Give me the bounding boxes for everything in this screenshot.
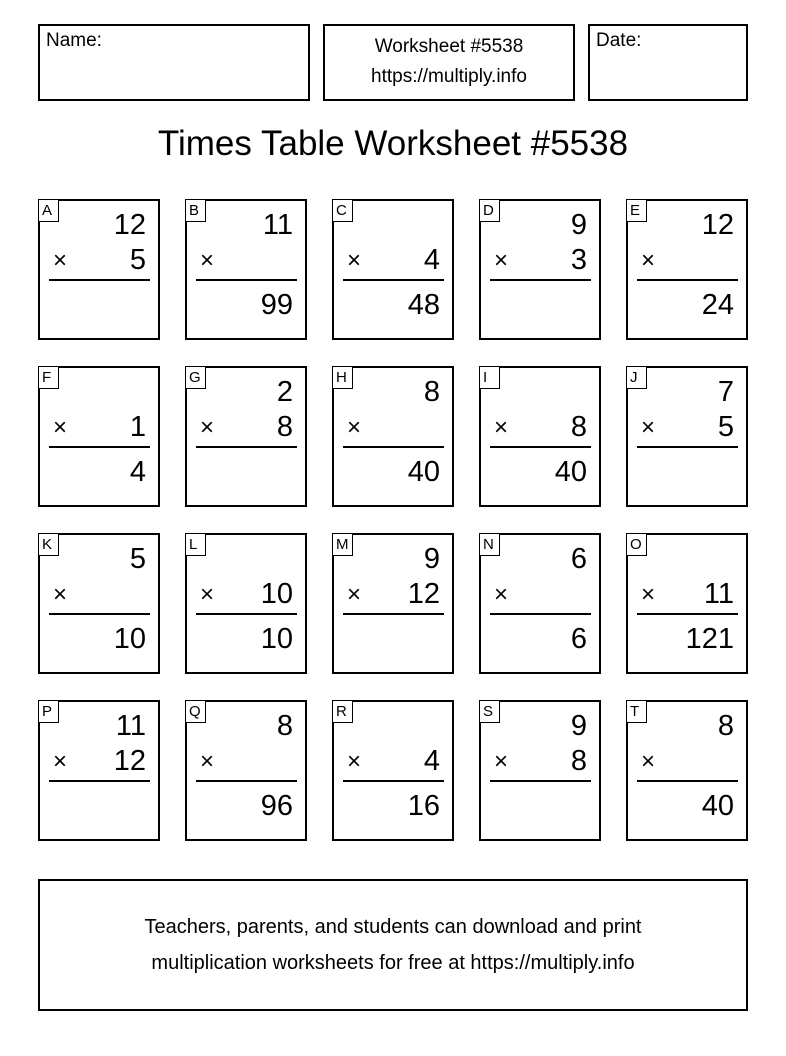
problem-cell — [479, 199, 601, 340]
problem-cell — [626, 700, 748, 841]
times-sign: × — [347, 748, 362, 775]
answer-rule — [343, 780, 444, 782]
problem-cell — [626, 533, 748, 674]
answer-rule — [490, 279, 591, 281]
answer-value: 40 — [554, 456, 587, 488]
bottom-factor: 12 — [407, 578, 440, 610]
times-sign: × — [200, 247, 215, 274]
top-factor: 8 — [717, 710, 734, 742]
bottom-factor: 5 — [129, 244, 146, 276]
answer-value: 96 — [260, 790, 293, 822]
answer-rule — [637, 279, 738, 281]
problem-cell — [332, 700, 454, 841]
times-sign: × — [641, 414, 656, 441]
problem-letter: L — [185, 533, 206, 556]
problem-letter: H — [332, 366, 353, 389]
problem-cell — [626, 199, 748, 340]
top-factor: 9 — [423, 543, 440, 575]
top-factor: 9 — [570, 710, 587, 742]
times-sign: × — [347, 247, 362, 274]
top-factor: 2 — [276, 376, 293, 408]
bottom-factor: 1 — [129, 411, 146, 443]
answer-rule — [343, 613, 444, 615]
top-factor: 11 — [262, 209, 293, 241]
problem-cell — [38, 533, 160, 674]
answer-rule — [49, 279, 150, 281]
answer-rule — [637, 446, 738, 448]
top-factor: 8 — [423, 376, 440, 408]
times-sign: × — [347, 581, 362, 608]
problem-letter: T — [626, 700, 647, 723]
times-sign: × — [641, 247, 656, 274]
times-sign: × — [494, 581, 509, 608]
times-sign: × — [53, 414, 68, 441]
problem-cell — [38, 366, 160, 507]
answer-rule — [343, 446, 444, 448]
problem-letter: S — [479, 700, 500, 723]
times-sign: × — [200, 414, 215, 441]
bottom-factor: 10 — [260, 578, 293, 610]
answer-rule — [637, 613, 738, 615]
name-label: Name: — [46, 30, 102, 51]
problem-letter: G — [185, 366, 206, 389]
answer-rule — [196, 780, 297, 782]
date-label: Date: — [596, 30, 642, 51]
answer-value: 16 — [407, 790, 440, 822]
footer-line-1: Teachers, parents, and students can download and print — [144, 916, 642, 938]
problem-cell — [38, 700, 160, 841]
problem-letter: R — [332, 700, 353, 723]
top-factor: 7 — [717, 376, 734, 408]
worksheet-number: Worksheet #5538 — [374, 36, 524, 57]
problem-cell — [185, 533, 307, 674]
answer-rule — [49, 613, 150, 615]
answer-value: 24 — [701, 289, 734, 321]
answer-rule — [49, 780, 150, 782]
answer-value: 40 — [407, 456, 440, 488]
answer-value: 121 — [685, 623, 734, 655]
top-factor: 8 — [276, 710, 293, 742]
bottom-factor: 8 — [276, 411, 293, 443]
answer-rule — [196, 279, 297, 281]
worksheet-url: https://multiply.info — [371, 66, 527, 87]
worksheet-info-box — [323, 24, 575, 101]
bottom-factor: 8 — [570, 411, 587, 443]
problem-letter: O — [626, 533, 647, 556]
times-sign: × — [641, 581, 656, 608]
problem-letter: C — [332, 199, 353, 222]
answer-rule — [196, 446, 297, 448]
times-sign: × — [200, 748, 215, 775]
problem-letter: D — [479, 199, 500, 222]
answer-value: 48 — [407, 289, 440, 321]
answer-value: 6 — [570, 623, 587, 655]
problem-cell — [185, 366, 307, 507]
times-sign: × — [494, 414, 509, 441]
bottom-factor: 8 — [570, 745, 587, 777]
problem-cell — [185, 199, 307, 340]
answer-rule — [490, 780, 591, 782]
problem-cell — [479, 700, 601, 841]
answer-rule — [196, 613, 297, 615]
answer-value: 10 — [260, 623, 293, 655]
answer-rule — [490, 446, 591, 448]
name-field-box — [38, 24, 310, 101]
top-factor: 12 — [113, 209, 146, 241]
problem-cell — [479, 533, 601, 674]
answer-value: 40 — [701, 790, 734, 822]
problem-letter: K — [38, 533, 59, 556]
bottom-factor: 12 — [113, 745, 146, 777]
problem-letter: I — [479, 366, 500, 389]
times-sign: × — [53, 247, 68, 274]
answer-rule — [49, 446, 150, 448]
times-sign: × — [641, 748, 656, 775]
times-sign: × — [494, 247, 509, 274]
answer-value: 4 — [129, 456, 146, 488]
problem-cell — [332, 533, 454, 674]
bottom-factor: 11 — [703, 578, 734, 610]
answer-rule — [637, 780, 738, 782]
date-field-box — [588, 24, 748, 101]
bottom-factor: 4 — [423, 244, 440, 276]
problem-letter: A — [38, 199, 59, 222]
problem-letter: J — [626, 366, 647, 389]
page-title: Times Table Worksheet #5538 — [157, 124, 629, 163]
problem-letter: F — [38, 366, 59, 389]
problem-letter: Q — [185, 700, 206, 723]
problem-cell — [332, 199, 454, 340]
problem-letter: B — [185, 199, 206, 222]
times-sign: × — [494, 748, 509, 775]
bottom-factor: 3 — [570, 244, 587, 276]
bottom-factor: 5 — [717, 411, 734, 443]
problem-letter: E — [626, 199, 647, 222]
problem-cell — [38, 199, 160, 340]
problem-cell — [479, 366, 601, 507]
top-factor: 9 — [570, 209, 587, 241]
times-sign: × — [200, 581, 215, 608]
top-factor: 11 — [115, 710, 146, 742]
top-factor: 6 — [570, 543, 587, 575]
times-sign: × — [53, 581, 68, 608]
problem-letter: N — [479, 533, 500, 556]
problem-cell — [332, 366, 454, 507]
problem-letter: P — [38, 700, 59, 723]
problem-cell — [626, 366, 748, 507]
footer-line-2: multiplication worksheets for free at https://multiply.info — [151, 952, 635, 974]
times-sign: × — [53, 748, 68, 775]
top-factor: 5 — [129, 543, 146, 575]
answer-rule — [490, 613, 591, 615]
answer-value: 10 — [113, 623, 146, 655]
answer-rule — [343, 279, 444, 281]
footer-box — [38, 879, 748, 1011]
answer-value: 99 — [260, 289, 293, 321]
problem-cell — [185, 700, 307, 841]
top-factor: 12 — [701, 209, 734, 241]
bottom-factor: 4 — [423, 745, 440, 777]
problem-letter: M — [332, 533, 353, 556]
times-sign: × — [347, 414, 362, 441]
